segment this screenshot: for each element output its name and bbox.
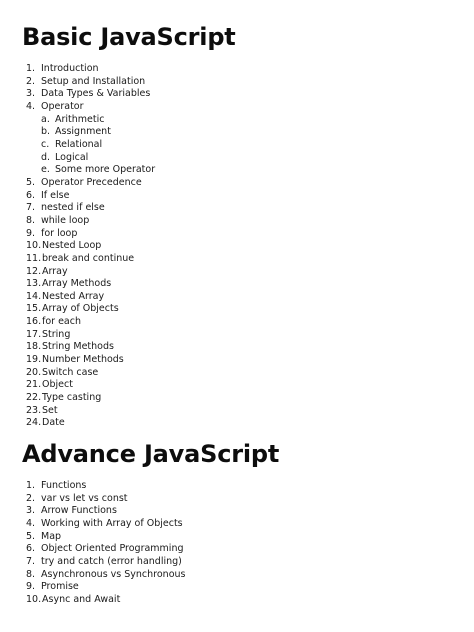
- item-text: Nested Loop: [42, 240, 102, 252]
- item-number: 6.: [26, 543, 36, 555]
- item-text: Object Oriented Programming: [41, 543, 184, 555]
- item-number: 5.: [26, 176, 36, 188]
- item-text: for each: [42, 316, 81, 328]
- sub-item-text: Arithmetic: [55, 113, 105, 125]
- list-item: [26, 88, 155, 101]
- sub-item-text: Assignment: [55, 126, 111, 138]
- sub-item-letter: b.: [41, 126, 51, 138]
- item-text: break and continue: [42, 252, 135, 264]
- item-number: 14.: [26, 290, 42, 302]
- list-item: [26, 569, 186, 582]
- sub-list-item: [26, 126, 155, 139]
- item-number: 2.: [26, 75, 36, 87]
- item-text: If else: [41, 189, 70, 201]
- list-item: [26, 215, 155, 228]
- item-number: 20.: [26, 366, 42, 378]
- list-item: [26, 341, 155, 354]
- list-item: [26, 177, 155, 190]
- list-item: [26, 278, 155, 291]
- item-number: 10.: [26, 593, 42, 605]
- item-text: Map: [41, 530, 62, 542]
- item-text: Arrow Functions: [41, 505, 117, 517]
- item-text: Operator: [41, 100, 84, 112]
- item-number: 4.: [26, 100, 36, 112]
- sub-list-item: [26, 152, 155, 165]
- basic-section-title: Basic JavaScript: [22, 23, 236, 51]
- item-number: 1.: [26, 63, 36, 74]
- list-item: [26, 417, 155, 430]
- item-number: 8.: [26, 214, 36, 226]
- item-number: 12.: [26, 265, 42, 277]
- list-item: [26, 354, 155, 367]
- item-number: 13.: [26, 278, 42, 290]
- sub-item-text: Logical: [55, 151, 89, 163]
- sub-list-item: [26, 139, 155, 152]
- item-text: Setup and Installation: [41, 75, 146, 87]
- list-item: [26, 543, 186, 556]
- list-item: [26, 379, 155, 392]
- list-item: [26, 202, 155, 215]
- item-number: 11.: [26, 252, 42, 264]
- list-item: [26, 531, 186, 544]
- advance-topic-list: [26, 480, 186, 607]
- item-text: Object: [42, 379, 73, 391]
- item-number: 23.: [26, 404, 42, 416]
- sub-item-text: Some more Operator: [55, 164, 156, 176]
- item-text: String: [42, 328, 71, 340]
- sub-list-item: [26, 114, 155, 127]
- item-number: 9.: [26, 581, 36, 593]
- item-number: 3.: [26, 505, 36, 517]
- sub-list-item: [26, 164, 155, 177]
- item-number: 10.: [26, 240, 42, 252]
- sub-item-letter: a.: [41, 113, 50, 125]
- list-item: [26, 556, 186, 569]
- item-number: 7.: [26, 555, 36, 567]
- item-number: 2.: [26, 492, 36, 504]
- list-item: [26, 266, 155, 279]
- sub-item-text: Relational: [55, 138, 103, 150]
- item-text: Nested Array: [42, 290, 105, 302]
- item-number: 16.: [26, 316, 42, 328]
- item-number: 15.: [26, 303, 42, 315]
- item-text: for loop: [41, 227, 78, 239]
- list-item: [26, 76, 155, 89]
- list-item: [26, 291, 155, 304]
- item-number: 6.: [26, 189, 36, 201]
- list-item: [26, 101, 155, 114]
- sub-item-letter: e.: [41, 164, 50, 176]
- list-item: [26, 581, 186, 594]
- list-item: [26, 303, 155, 316]
- item-number: 21.: [26, 379, 42, 391]
- list-item: [26, 63, 155, 76]
- item-text: Asynchronous vs Synchronous: [41, 568, 186, 580]
- item-text: Working with Array of Objects: [41, 517, 183, 529]
- list-item: [26, 392, 155, 405]
- list-item: [26, 316, 155, 329]
- list-item: [26, 480, 186, 493]
- list-item: [26, 493, 186, 506]
- item-text: Number Methods: [42, 354, 124, 366]
- item-text: Data Types & Variables: [41, 88, 151, 100]
- item-number: 1.: [26, 480, 36, 491]
- list-item: [26, 367, 155, 380]
- item-text: nested if else: [41, 202, 105, 214]
- item-text: Set: [42, 404, 58, 416]
- item-text: var vs let vs const: [41, 492, 128, 504]
- item-text: while loop: [41, 214, 90, 226]
- list-item: [26, 594, 186, 607]
- item-text: Array of Objects: [42, 303, 119, 315]
- item-number: 9.: [26, 227, 36, 239]
- advance-section-title: Advance JavaScript: [22, 440, 280, 468]
- item-text: Introduction: [41, 63, 99, 74]
- item-number: 19.: [26, 354, 42, 366]
- item-text: Operator Precedence: [41, 176, 142, 188]
- item-number: 7.: [26, 202, 36, 214]
- item-text: String Methods: [42, 341, 114, 353]
- item-text: Type casting: [42, 392, 102, 404]
- list-item: [26, 329, 155, 342]
- item-number: 24.: [26, 417, 42, 429]
- list-item: [26, 190, 155, 203]
- item-number: 5.: [26, 530, 36, 542]
- list-item: [26, 253, 155, 266]
- basic-topic-list: [26, 63, 155, 430]
- item-text: Promise: [41, 581, 79, 593]
- item-text: Async and Await: [42, 593, 121, 605]
- list-item: [26, 405, 155, 418]
- item-text: try and catch (error handling): [41, 555, 182, 567]
- list-item: [26, 228, 155, 241]
- item-number: 8.: [26, 568, 36, 580]
- item-text: Array Methods: [42, 278, 112, 290]
- item-text: Date: [42, 417, 65, 429]
- list-item: [26, 518, 186, 531]
- item-number: 17.: [26, 328, 42, 340]
- item-text: Array: [42, 265, 68, 277]
- list-item: [26, 240, 155, 253]
- item-number: 4.: [26, 517, 36, 529]
- item-number: 3.: [26, 88, 36, 100]
- item-text: Switch case: [42, 366, 99, 378]
- item-text: Functions: [41, 480, 87, 491]
- sub-item-letter: c.: [41, 138, 50, 150]
- item-number: 18.: [26, 341, 42, 353]
- item-number: 22.: [26, 392, 42, 404]
- sub-item-letter: d.: [41, 151, 51, 163]
- list-item: [26, 505, 186, 518]
